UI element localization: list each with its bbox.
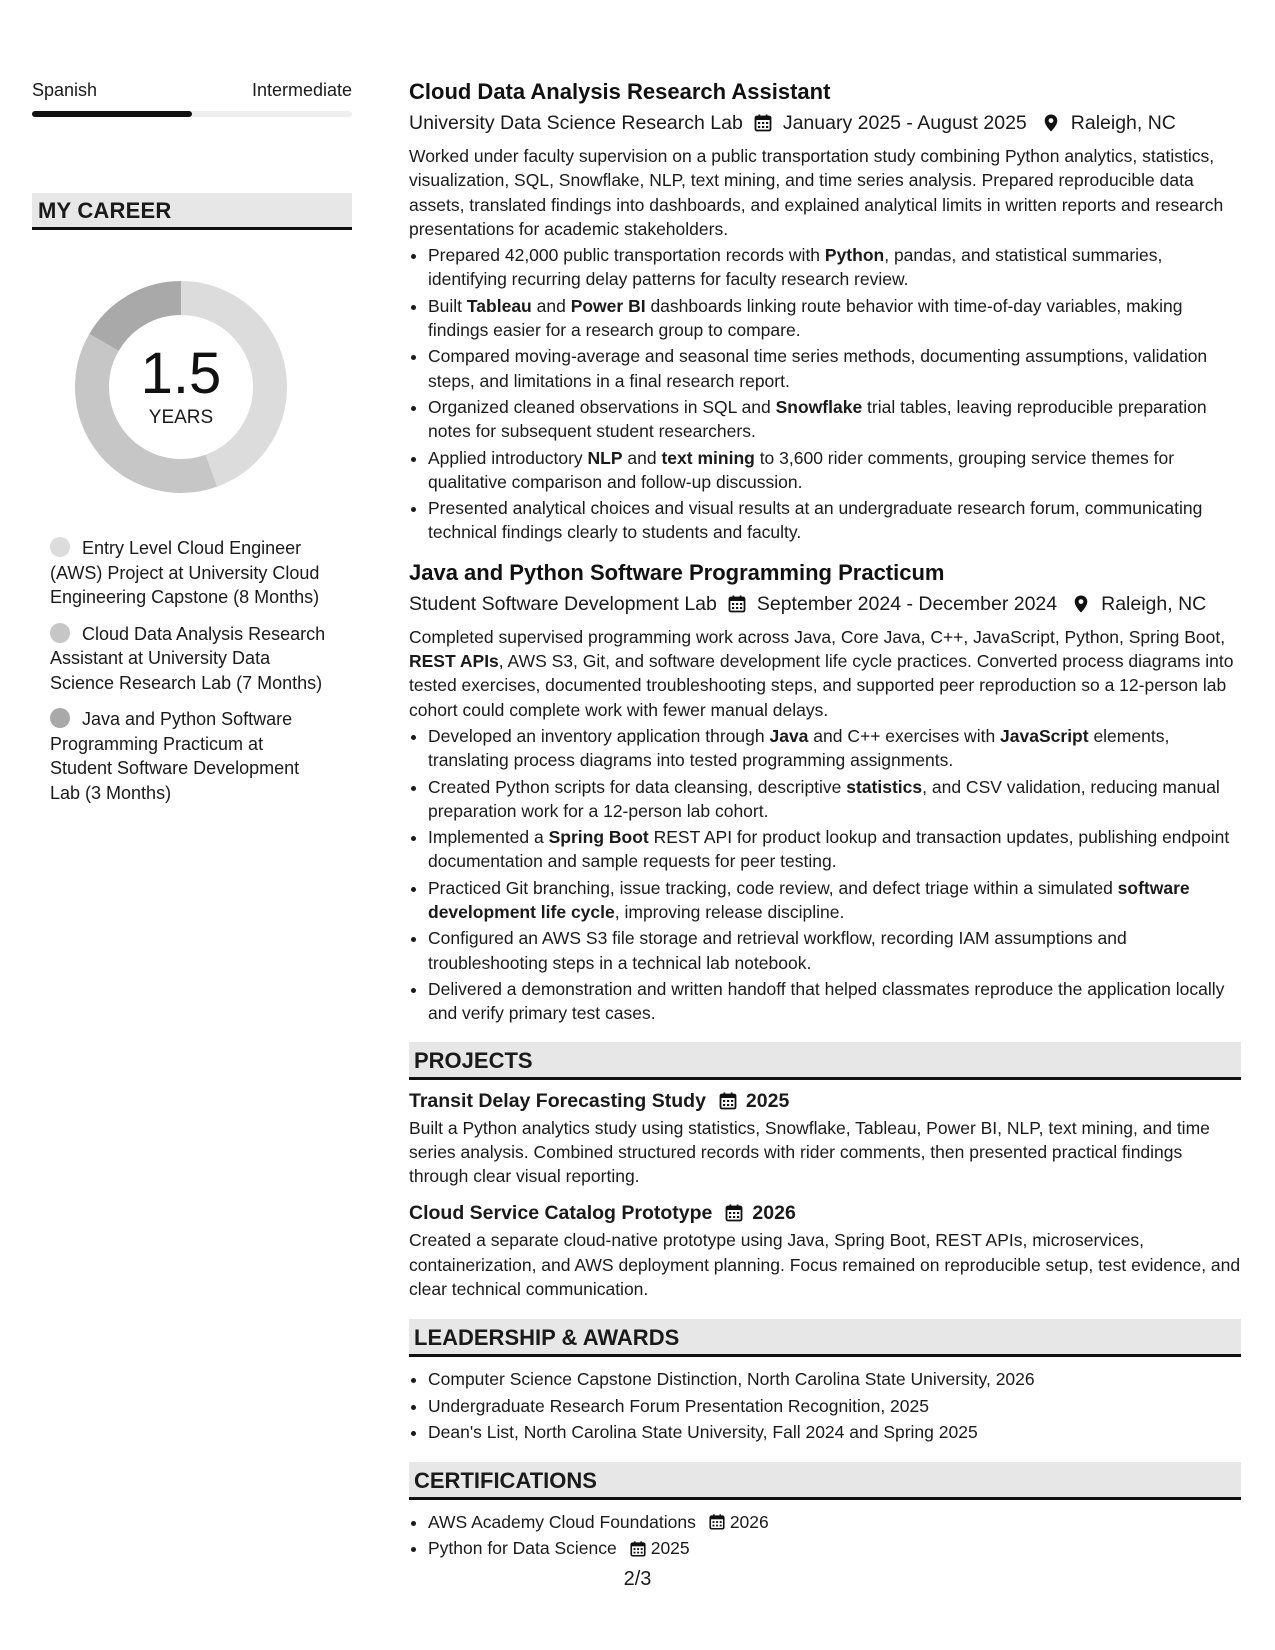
map-pin-icon: [1041, 113, 1061, 133]
text-run: Configured an AWS S3 file storage and retrieval workflow, recording IAM assumptions and troubleshooting steps in a technical lab notebook.: [428, 928, 1127, 973]
legend-dot: [50, 623, 70, 643]
bold-text: software development life cycle: [428, 877, 1190, 923]
bold-text: Java: [769, 725, 809, 746]
job-location: Raleigh, NC: [1070, 112, 1176, 134]
language-proficiency-fill: [32, 111, 192, 117]
certification-year: 2026: [729, 1512, 769, 1533]
job-dates: September 2024 - December 2024: [756, 592, 1058, 615]
text-run: Developed an inventory application through: [428, 725, 770, 746]
legend-dot: [50, 537, 70, 557]
award-item: • Undergraduate Research Forum Presentation Recognition, 2025: [428, 1394, 1241, 1418]
text-run: to 3,600 rider comments, grouping service themes for qualitative comparison and follow-up discussion.: [428, 447, 1175, 492]
bold-text: statistics: [846, 776, 923, 797]
page-number: 2/3: [623, 1568, 652, 1590]
sidebar: [32, 80, 352, 817]
calendar-icon: [708, 1513, 726, 1531]
project-name: Transit Delay Forecasting Study: [409, 1089, 706, 1112]
text-run: dashboards linking route behavior with time-of-day variables, making findings easier for a research group to compare.: [428, 295, 1183, 341]
bold-text: REST APIs: [409, 651, 499, 672]
text-run: Practiced Git branching, issue tracking, code review, and defect triage within a simulated: [428, 877, 1118, 898]
job-bullet: [428, 724, 1241, 773]
certification-name: • AWS Academy Cloud Foundations: [428, 1512, 696, 1533]
text-run: elements, translating process diagrams into tested programming assignments.: [428, 725, 1170, 771]
award-item: • Dean's List, North Carolina State University, Fall 2024 and Spring 2025: [428, 1420, 1241, 1444]
job-meta: [409, 591, 1241, 617]
career-legend-item: [50, 536, 328, 610]
career-legend-item: [50, 622, 328, 696]
text-run: trial tables, leaving reproducible preparation notes for subsequent student researchers.: [428, 396, 1207, 442]
bold-text: JavaScript: [1000, 725, 1089, 746]
text-run: , pandas, and statistical summaries, identifying recurring delay patterns for faculty research review.: [428, 245, 1163, 290]
text-run: Presented analytical choices and visual results at an undergraduate research forum, communicating technical findings clearly to students and faculty.: [428, 498, 1203, 543]
text-run: , improving release discipline.: [614, 902, 845, 923]
text-run: Implemented a: [428, 827, 549, 848]
job-bullet: [428, 446, 1241, 495]
career-legend-text: Java and Python Software Programming Practicum at Student Software Development Lab (3 Months): [50, 709, 300, 803]
text-run: Built: [428, 295, 467, 316]
awards-list: [409, 1367, 1241, 1444]
project-title: [409, 1088, 1241, 1114]
bold-text: Spring Boot: [548, 827, 649, 848]
career-legend: [50, 536, 328, 805]
job-bullet: [428, 775, 1241, 824]
career-heading: MY CAREER: [32, 193, 352, 230]
donut-center: [66, 272, 296, 502]
job-title: Cloud Data Analysis Research Assistant: [409, 79, 831, 104]
text-run: Created Python scripts for data cleansing, descriptive: [428, 776, 847, 797]
text-run: and: [622, 447, 662, 468]
bold-text: Power BI: [570, 295, 646, 316]
language-row: [32, 80, 352, 101]
language-proficiency-bar: [32, 111, 352, 117]
text-run: and C++ exercises with: [808, 725, 1001, 746]
main-content: [409, 78, 1241, 1563]
certification-year: 2025: [650, 1538, 690, 1559]
career-total-unit: YEARS: [148, 407, 214, 428]
calendar-icon: [727, 594, 747, 614]
project-year: 2025: [745, 1089, 790, 1112]
experience-entry: [409, 559, 1241, 1026]
career-donut-chart: [66, 272, 296, 502]
career-total-value: 1.5: [140, 341, 222, 406]
text-run: and: [531, 295, 571, 316]
award-item: • Computer Science Capstone Distinction, North Carolina State University, 2026: [428, 1367, 1241, 1391]
experience-entry: [409, 78, 1241, 545]
text-run: Applied introductory: [428, 447, 588, 468]
job-location: Raleigh, NC: [1101, 592, 1207, 615]
job-bullet: [428, 825, 1241, 874]
text-run: , AWS S3, Git, and software development life cycle practices. Converted process diagrams into tested exercises, documented troubleshooting steps, and supported peer reproduction so a 12-person lab cohort could complete work with fewer manual delays.: [409, 651, 1234, 720]
job-bullet: [428, 977, 1241, 1026]
calendar-icon: [753, 113, 773, 133]
bold-text: Snowflake: [775, 396, 863, 417]
job-organization: University Data Science Research Lab: [409, 112, 743, 134]
projects-list: [409, 1088, 1241, 1302]
text-run: REST API for product lookup and transaction updates, publishing endpoint documentation and sample requests for peer testing.: [428, 827, 1230, 872]
job-bullet: [428, 344, 1241, 393]
text-run: Delivered a demonstration and written handoff that helped classmates reproduce the application locally and verify primary test cases.: [428, 978, 1225, 1024]
certification-line: [428, 1510, 769, 1534]
project-year: 2026: [752, 1202, 796, 1225]
calendar-icon: [724, 1203, 744, 1223]
text-run: Compared moving-average and seasonal time series methods, documenting assumptions, validation steps, and limitations in a final research report.: [428, 346, 1208, 391]
certification-line: [428, 1536, 690, 1560]
awards-heading: LEADERSHIP & AWARDS: [409, 1319, 1241, 1357]
job-bullets: [409, 724, 1241, 1026]
text-run: Prepared 42,000 public transportation records with: [428, 245, 825, 266]
bold-text: NLP: [587, 447, 623, 468]
project-description: Created a separate cloud-native prototype using Java, Spring Boot, REST APIs, microservices, containerization, and AWS deployment planning. Focus remained on reproducible setup, test evidence, and clear technical communication.: [409, 1230, 1241, 1299]
language-level: Intermediate: [251, 80, 352, 100]
job-bullet: [428, 395, 1241, 444]
job-bullet: [428, 926, 1241, 975]
text-run: Organized cleaned observations in SQL and: [428, 396, 776, 417]
certifications-heading: CERTIFICATIONS: [409, 1462, 1241, 1500]
job-bullet: [428, 243, 1241, 292]
certifications-list: [409, 1510, 1241, 1561]
calendar-icon: [629, 1540, 647, 1558]
text-run: Completed supervised programming work across Java, Core Java, C++, JavaScript, Python, Spring Boot,: [409, 626, 1226, 647]
map-pin-icon: [1071, 594, 1091, 614]
job-dates: January 2025 - August 2025: [782, 112, 1027, 134]
career-legend-item: [50, 707, 328, 805]
job-bullet: [428, 496, 1241, 545]
job-description: Worked under faculty supervision on a public transportation study combining Python analytics, statistics, visualization, SQL, Snowflake, NLP, text mining, and time series analysis. Prepared reproducible data assets, translated findings into dashboards, and explained analytical limits in written reports and research presentations for academic stakeholders.: [409, 146, 1224, 239]
calendar-icon: [718, 1091, 738, 1111]
projects-heading: PROJECTS: [409, 1042, 1241, 1080]
certification-name: • Python for Data Science: [428, 1538, 617, 1559]
bold-text: Python: [824, 245, 885, 266]
career-legend-text: Cloud Data Analysis Research Assistant at University Data Science Research Lab (7 Months): [50, 623, 326, 693]
project-name: Cloud Service Catalog Prototype: [409, 1202, 713, 1225]
job-description: [409, 625, 1241, 722]
certification-item: [428, 1510, 1241, 1534]
project-entry: [409, 1200, 1241, 1301]
job-bullet: [428, 876, 1241, 925]
project-entry: [409, 1088, 1241, 1189]
project-description: Built a Python analytics study using statistics, Snowflake, Tableau, Power BI, NLP, text mining, and time series analysis. Combined structured records with rider comments, then presented practical findings through clear visual reporting.: [409, 1117, 1210, 1187]
job-title: Java and Python Software Programming Practicum: [409, 559, 945, 585]
job-organization: Student Software Development Lab: [409, 592, 717, 615]
bold-text: Tableau: [466, 295, 532, 316]
career-legend-text: Entry Level Cloud Engineer (AWS) Project at University Cloud Engineering Capstone (8 Months): [50, 538, 320, 607]
experience-list: [409, 78, 1241, 1026]
job-bullets: [409, 243, 1241, 545]
language-name: Spanish: [32, 80, 98, 100]
job-meta: [409, 110, 1241, 136]
project-title: [409, 1200, 1241, 1226]
certification-item: [428, 1536, 1241, 1560]
legend-dot: [50, 708, 70, 728]
text-run: , and CSV validation, reducing manual preparation work for a 12-person lab cohort.: [428, 776, 1220, 821]
job-bullet: [428, 294, 1241, 343]
bold-text: text mining: [661, 447, 755, 468]
